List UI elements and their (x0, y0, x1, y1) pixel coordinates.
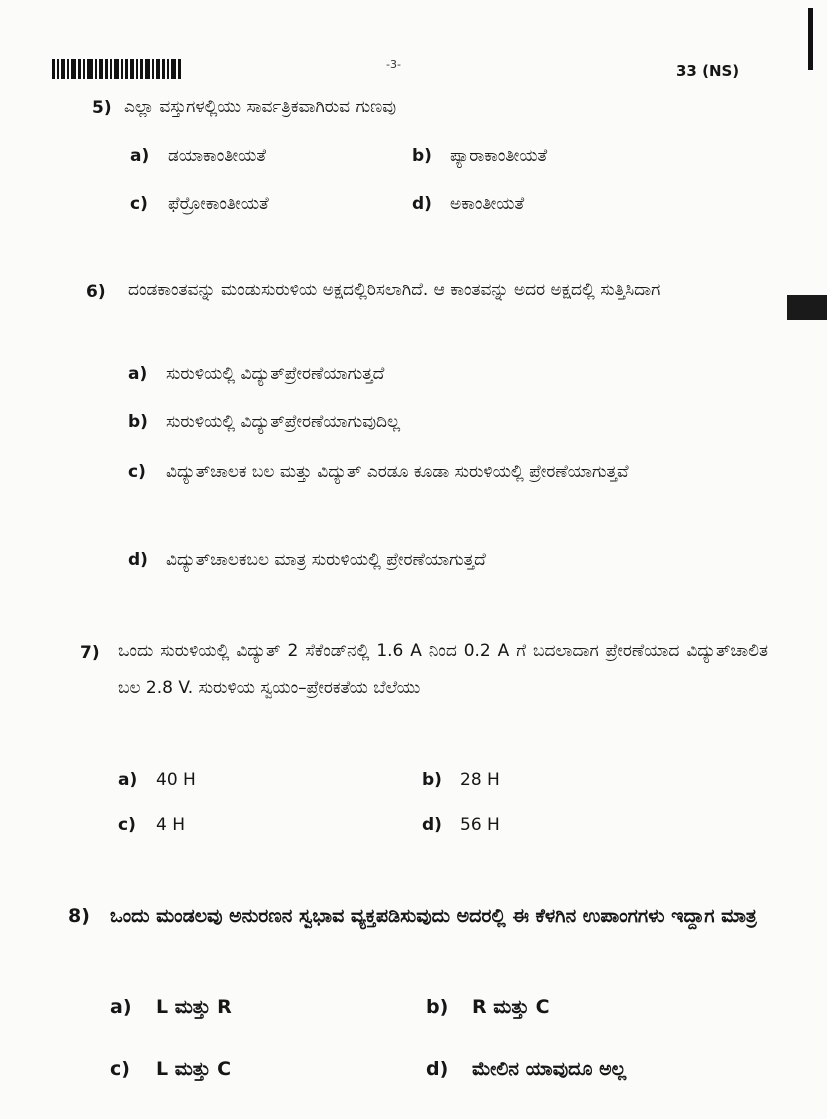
option-label: d) (412, 194, 432, 214)
option-text: 40 H (156, 770, 196, 790)
option-d (422, 815, 500, 835)
option-label: b) (128, 412, 148, 432)
option-text: ಸುರುಳಿಯಲ್ಲಿ ವಿದ್ಯುತ್‌ಪ್ರೇರಣೆಯಾಗುವುದಿಲ್ಲ (166, 412, 401, 432)
option-text: L ಮತ್ತು R (156, 996, 232, 1018)
option-c (118, 815, 185, 835)
question-number: 6) (86, 282, 106, 302)
question-number: 5) (92, 98, 112, 118)
option-a (128, 354, 768, 394)
option-b (412, 146, 547, 166)
option-label: a) (130, 146, 150, 166)
option-text: ವಿದ್ಯುತ್‌ಚಾಲಕಬಲ ಮಾತ್ರ ಸುರುಳಿಯಲ್ಲಿ ಪ್ರೇರಣೆಯಾಗುತ್ತದೆ (166, 550, 486, 570)
option-text: ಮೇಲಿನ ಯಾವುದೂ ಅಲ್ಲ (472, 1058, 627, 1080)
option-text: L ಮತ್ತು C (156, 1058, 232, 1080)
option-d (412, 194, 524, 214)
option-a (130, 146, 266, 166)
option-label: d) (422, 815, 442, 835)
page-number: -3- (386, 58, 401, 71)
option-text: 28 H (460, 770, 500, 790)
option-text: ಪ್ಯಾರಾಕಾಂತೀಯತೆ (450, 146, 548, 166)
option-b (422, 770, 500, 790)
question-text: ಒಂದು ಮಂಡಲವು ಅನುರಣನ ಸ್ವಭಾವ ವ್ಯಕ್ತಪಡಿಸುವುದು ಅದರಲ್ಲಿ ಈ ಕೆಳಗಿನ ಉಪಾಂಗಗಳು ಇದ್ದಾಗ ಮಾತ್ರ (110, 905, 757, 927)
option-text: 4 H (156, 815, 186, 835)
option-label: c) (128, 462, 146, 482)
option-a (118, 770, 196, 790)
option-label: c) (110, 1058, 130, 1080)
option-label: a) (118, 770, 138, 790)
option-c (128, 452, 768, 532)
page-tab-mark (787, 295, 827, 320)
option-c (130, 194, 269, 214)
option-d (128, 540, 768, 580)
option-a (110, 996, 232, 1018)
option-d (426, 1058, 626, 1080)
option-b (128, 402, 768, 442)
option-label: c) (118, 815, 136, 835)
option-label: d) (426, 1058, 449, 1080)
barcode (52, 59, 181, 79)
option-label: c) (130, 194, 148, 214)
option-label: d) (128, 550, 148, 570)
option-text: 56 H (460, 815, 500, 835)
option-text: R ಮತ್ತು C (472, 996, 550, 1018)
option-label: a) (128, 364, 148, 384)
option-text: ಸುರುಳಿಯಲ್ಲಿ ವಿದ್ಯುತ್‌ಪ್ರೇರಣೆಯಾಗುತ್ತದೆ (166, 364, 385, 384)
scan-edge-mark (808, 8, 813, 70)
option-b (426, 996, 550, 1018)
option-label: a) (110, 996, 132, 1018)
option-text: ಫೆರ್‍ರೋಕಾಂತೀಯತೆ (168, 194, 269, 214)
question-text: ಒಂದು ಸುರುಳಿಯಲ್ಲಿ ವಿದ್ಯುತ್ 2 ಸೆಕೆಂಡ್‌ನಲ್ಲಿ 1.6 A ನಿಂದ 0.2 A ಗೆ ಬದಲಾದಾಗ ಪ್ರೇರಣೆಯಾದ ವಿದ್ಯುತ್‌ಚಾಲಿತ ಬಲ 2.8 V. ಸುರುಳಿಯ ಸ್ವಯಂ–ಪ್ರೇರಕತೆಯ ಬೆಲೆಯು (118, 641, 768, 698)
question-text: ದಂಡಕಾಂತವನ್ನು ಮಂಡುಸುರುಳಿಯ ಅಕ್ಷದಲ್ಲಿರಿಸಲಾಗಿದೆ. ಆ ಕಾಂತವನ್ನು ಅದರ ಅಕ್ಷದಲ್ಲಿ ಸುತ್ತಿಸಿದಾಗ (128, 280, 661, 300)
option-text: ಅಕಾಂತೀಯತೆ (450, 194, 525, 214)
question-number: 7) (80, 643, 100, 663)
question-number: 8) (68, 905, 90, 927)
paper-code: 33 (NS) (676, 62, 740, 80)
option-text: ವಿದ್ಯುತ್‌ಚಾಲಕ ಬಲ ಮತ್ತು ವಿದ್ಯುತ್ ಎರಡೂ ಕೂಡಾ ಸುರುಳಿಯಲ್ಲಿ ಪ್ರೇರಣೆಯಾಗುತ್ತವೆ (166, 462, 629, 482)
option-text: ಡಯಾಕಾಂತೀಯತೆ (168, 146, 267, 166)
option-c (110, 1058, 231, 1080)
option-label: b) (412, 146, 432, 166)
option-label: b) (426, 996, 449, 1018)
question-text: ಎಲ್ಲಾ ವಸ್ತುಗಳಲ್ಲಿಯು ಸಾರ್ವತ್ರಿಕವಾಗಿರುವ ಗುಣವು (124, 97, 397, 117)
option-label: b) (422, 770, 442, 790)
